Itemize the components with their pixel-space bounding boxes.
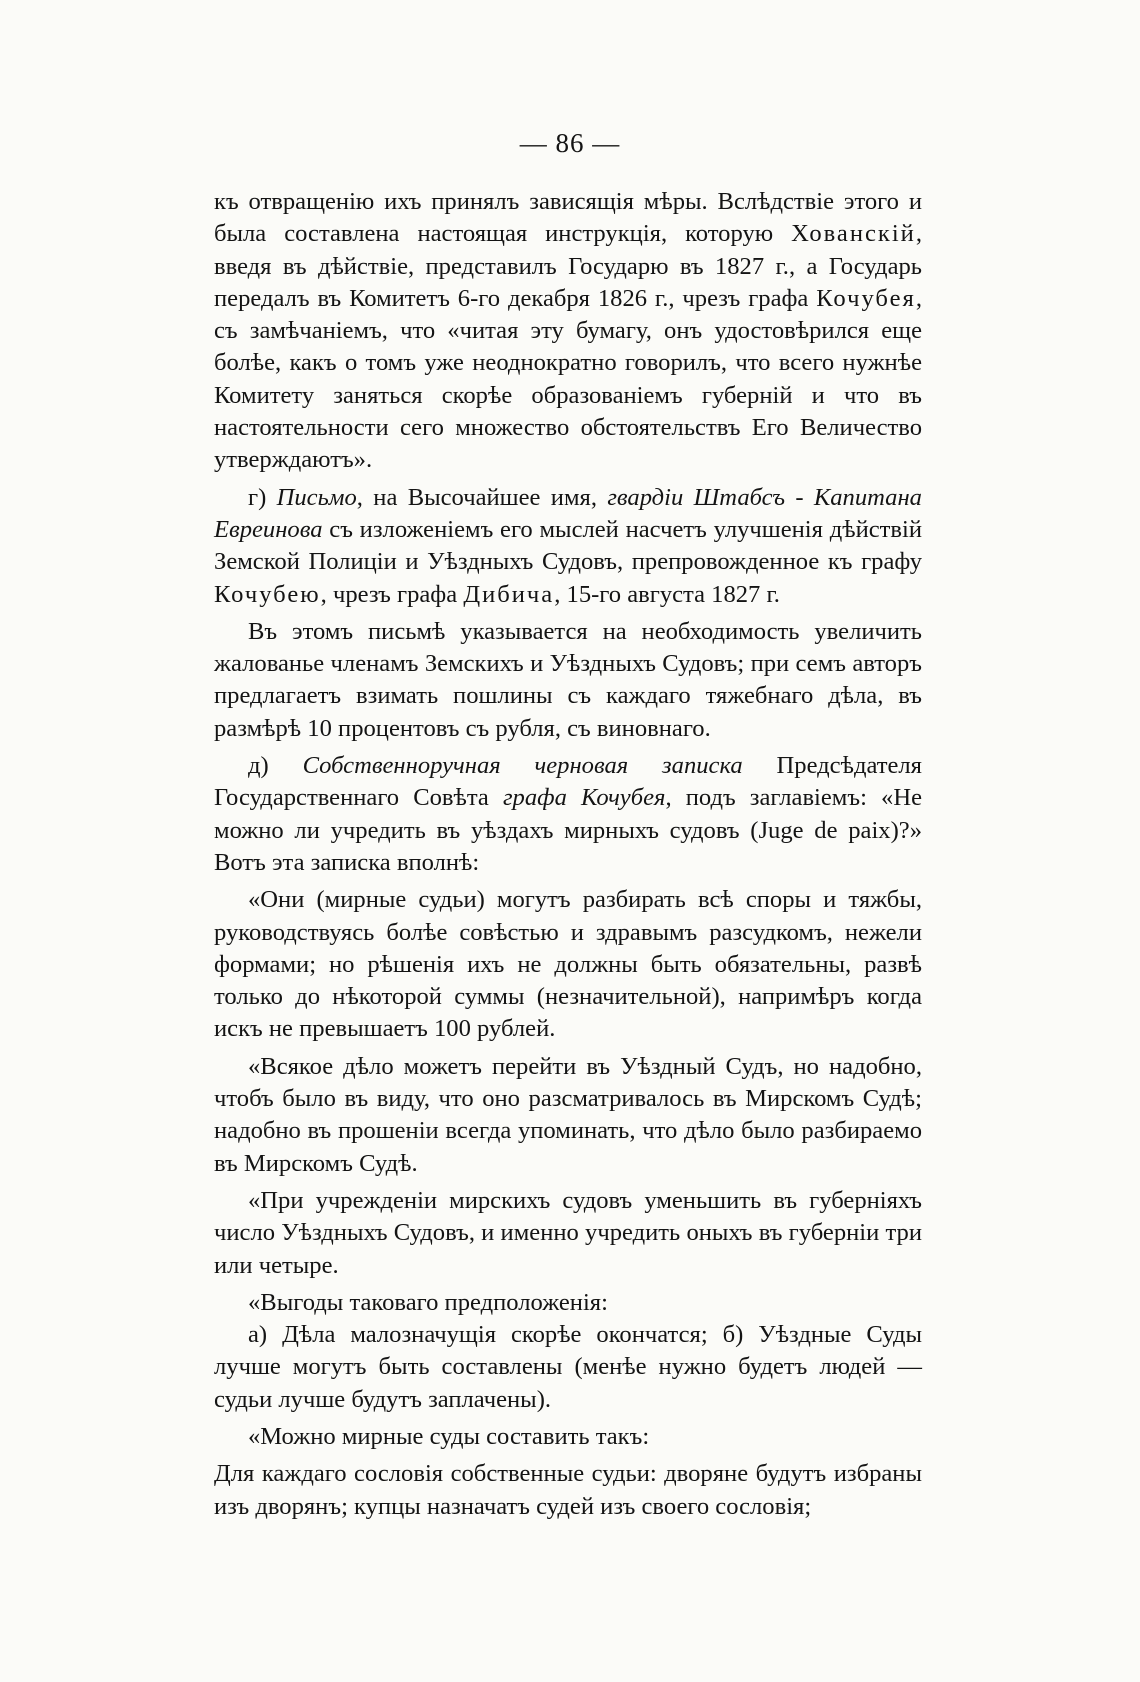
text-segment: «Можно мирные суды составить такъ: xyxy=(248,1422,650,1450)
text-segment: г) xyxy=(248,483,277,511)
paragraph-9 xyxy=(214,1319,922,1416)
text-segment: , чрезъ графа xyxy=(320,580,464,608)
paragraph-2 xyxy=(214,482,922,611)
text-segment: «Они (мирные судьи) могутъ разбирать всѣ споры и тяжбы, руководствуясь болѣе совѣстью и здравымъ разсудкомъ, нежели формами; но рѣшенія ихъ не должны быть обязательны, развѣ только до нѣкоторой суммы (незначительной), напримѣръ когда искъ не превышаетъ 100 рублей. xyxy=(214,886,922,1043)
text-segment-italic: Письмо xyxy=(276,483,357,511)
paragraph-6 xyxy=(214,1051,922,1180)
paragraph-11 xyxy=(214,1458,922,1523)
text-segment: съ изложеніемъ его мыслей насчетъ улучшенія дѣйствій Земской Полиціи и Уѣздныхъ Судовъ, препровожденное къ графу xyxy=(214,515,922,576)
paragraph-4 xyxy=(214,750,922,879)
page-number: — 86 — xyxy=(519,128,621,158)
paragraph-8 xyxy=(214,1287,922,1319)
text-segment: «Выгоды таковаго предположенія: xyxy=(248,1288,608,1316)
text-segment: , съ замѣчаніемъ, что «читая эту бумагу, онъ удостовѣрился еще болѣе, какъ о томъ уже неоднократно говорилъ, что всего нужнѣе Комитету заняться скорѣе образованіемъ губерній и что въ настоятельности сего множество обстоятельствъ Его Величество утверждаютъ». xyxy=(214,284,922,474)
text-segment-name: Кочубея xyxy=(816,284,916,312)
text-segment: «При учрежденіи мирскихъ судовъ уменьшить въ губерніяхъ число Уѣздныхъ Судовъ, и именно учредить оныхъ въ губерніи три или четыре. xyxy=(214,1186,922,1279)
paragraph-1 xyxy=(214,186,922,477)
text-segment-italic: графа Кочубея xyxy=(502,784,666,812)
paragraph-3 xyxy=(214,616,922,745)
text-segment: д) xyxy=(248,752,303,780)
text-segment: , введя въ дѣйствіе, представилъ Государю въ 1827 г., а Государь передалъ въ Комитетъ 6-го декабря 1826 г., чрезъ графа xyxy=(214,220,922,312)
text-segment-name: Кочубею xyxy=(214,580,321,608)
text-segment-italic: Собственноручная черновая записка xyxy=(302,752,743,780)
text-segment: , на Высочайшее имя, xyxy=(356,483,608,511)
text-segment: , 15-го августа 1827 г. xyxy=(554,580,780,608)
text-segment: Предсѣдателя Государственнаго Совѣта xyxy=(214,752,922,812)
text-segment: «Всякое дѣло можетъ перейти въ Уѣздный Судъ, но надобно, чтобъ было въ виду, что оно разсматривалось въ Мирскомъ Судѣ; надобно въ прошеніи всегда упоминать, что дѣло было разбираемо въ Мирскомъ Судѣ. xyxy=(214,1052,922,1177)
text-segment: Въ этомъ письмѣ указывается на необходимость увеличить жалованье членамъ Земскихъ и Уѣздныхъ Судовъ; при семъ авторъ предлагаетъ взимать пошлины съ каждаго тяжебнаго дѣла, въ размѣрѣ 10 процентовъ съ рубля, съ виновнаго. xyxy=(214,617,922,742)
text-segment-name: Дибича xyxy=(463,580,555,608)
text-segment: , подъ заглавіемъ: «Не можно ли учредить въ уѣздахъ мирныхъ судовъ (Juge de paix)?» Вотъ эта записка вполнѣ: xyxy=(214,784,922,876)
paragraph-7 xyxy=(214,1185,922,1282)
paragraph-5 xyxy=(214,884,922,1045)
text-segment: Для каждаго сословія собственные судьи: дворяне будутъ избраны изъ дворянъ; купцы назначатъ судей изъ своего сословія; xyxy=(214,1460,922,1520)
paragraph-10 xyxy=(214,1421,922,1453)
text-segment-italic: гвардіи Штабсъ - Капитана Евреинова xyxy=(214,483,922,543)
body-text xyxy=(214,186,922,1523)
text-segment-name: Хованскій xyxy=(791,220,916,248)
text-segment: а) Дѣла малозначущія скорѣе окончатся; б) Уѣздные Суды лучше могутъ быть составлены (менѣе нужно будетъ людей — судьи лучше будутъ заплачены). xyxy=(214,1321,922,1413)
text-segment: къ отвращенію ихъ принялъ зависящія мѣры. Вслѣдствіе этого и была составлена настоящая инструкція, которую xyxy=(214,188,922,248)
